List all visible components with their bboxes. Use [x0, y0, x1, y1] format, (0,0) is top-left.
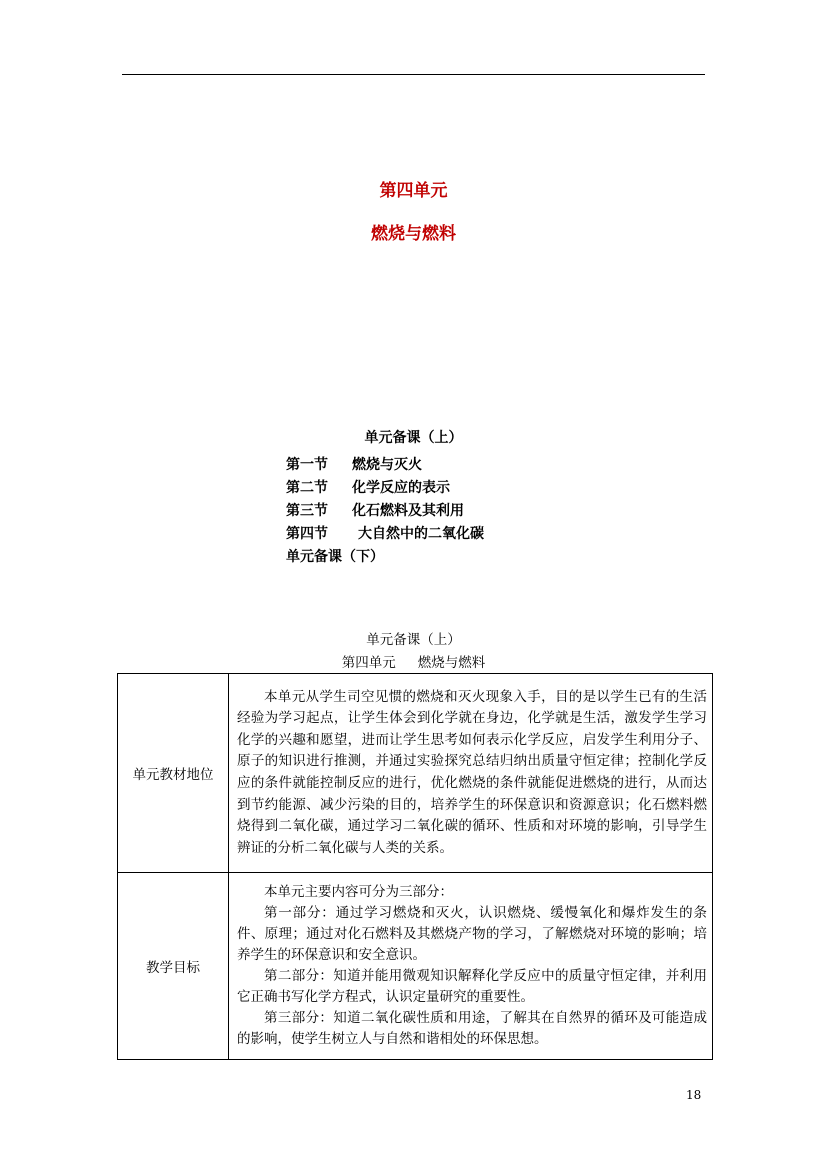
row-content [229, 873, 713, 1060]
paragraph: 第一部分：通过学习燃烧和灭火，认识燃烧、缓慢氧化和爆炸发生的条件、原理；通过对化石燃料及其燃烧产物的学习，了解燃烧对环境的影响；培养学生的环保意识和安全意识。 [237, 904, 707, 963]
toc-item-text: 化学反应的表示 [352, 480, 450, 496]
table-row [118, 873, 713, 1060]
unit-topic-title: 燃烧与燃料 [371, 224, 456, 244]
page-number: 18 [686, 1088, 702, 1102]
paragraph: 本单元主要内容可分为三部分： [264, 883, 453, 900]
toc-item-number: 第一节 [286, 457, 328, 473]
section-caption: 单元备课（上） [366, 632, 461, 648]
row-label: 单元教材地位 [118, 674, 229, 873]
toc-item-number: 第二节 [286, 480, 328, 496]
toc-heading: 单元备课（上） [364, 430, 463, 446]
row-content [229, 674, 713, 873]
toc-item-text: 化石燃料及其利用 [352, 503, 464, 519]
table-of-contents [286, 454, 484, 569]
toc-item [286, 477, 484, 500]
row-label: 教学目标 [118, 873, 229, 1060]
paragraph: 第三部分：知道二氧化碳性质和用途，了解其在自然界的循环及可能造成的影响，使学生树立人与自然和谐相处的环保思想。 [237, 1010, 707, 1048]
section-subcaption [0, 651, 827, 671]
lesson-plan-table [117, 673, 713, 1060]
paragraph: 本单元从学生司空见惯的燃烧和灭火现象入手，目的是以学生已有的生活经验为学习起点，让学生体会到化学就在身边，化学就是生活，激发学生学习化学的兴趣和愿望，进而让学生思考如何表示化学反应，启发学生利用分子、原子的知识进行推测，并通过实验探究总结归纳出质量守恒定律；控制化学反应的条件就能控制反应的进行，优化燃烧的条件就能促进燃烧的进行，从而达到节约能源、减少污染的目的，培养学生的环保意识和资源意识；化石燃料燃烧得到二氧化碳，通过学习二氧化碳的循环、性质和对环境的影响，引导学生辨证的分析二氧化碳与人类的关系。 [237, 688, 707, 856]
table-row [118, 674, 713, 873]
toc-item-text: 大自然中的二氧化碳 [358, 526, 484, 542]
toc-item [286, 523, 484, 546]
toc-tail: 单元备课（下） [286, 549, 384, 565]
paragraph: 第二部分：知道并能用微观知识解释化学反应中的质量守恒定律，并利用它正确书写化学方程式，认识定量研究的重要性。 [237, 968, 707, 1006]
header-rule [122, 74, 705, 75]
toc-item-number: 第四节 [286, 526, 328, 542]
toc-item [286, 454, 484, 477]
toc-item [286, 500, 484, 523]
toc-item-text: 燃烧与灭火 [352, 457, 422, 473]
toc-item-number: 第三节 [286, 503, 328, 519]
section-unit: 第四单元 [341, 655, 396, 671]
section-topic: 燃烧与燃料 [417, 655, 486, 671]
unit-title: 第四单元 [379, 181, 448, 201]
